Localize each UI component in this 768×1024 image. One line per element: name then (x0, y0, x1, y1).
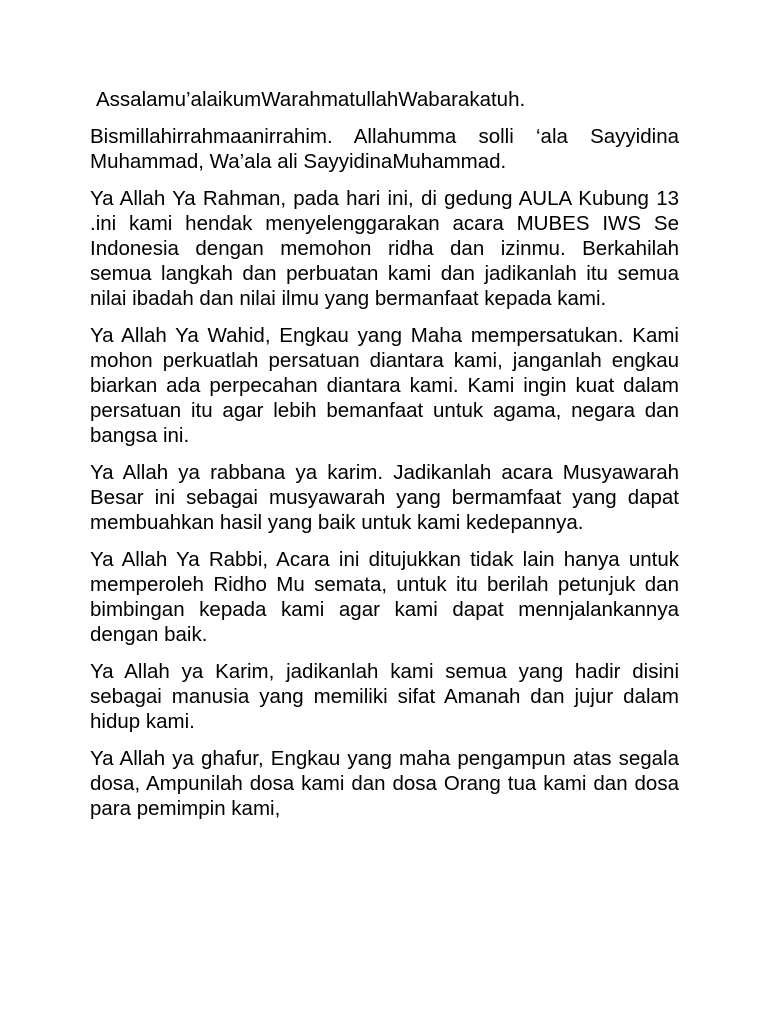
paragraph-ya-wahid: Ya Allah Ya Wahid, Engkau yang Maha mempersatukan. Kami mohon perkuatlah persatuan diantara kami, janganlah engkau biarkan ada perpecahan diantara kami. Kami ingin kuat dalam persatuan itu agar lebih bemanfaat untuk agama, negara dan bangsa ini. (90, 324, 679, 447)
document-body (90, 87, 679, 833)
greeting-line: Assalamu’alaikumWarahmatullahWabarakatuh. (96, 88, 526, 111)
paragraph-ya-rahman: Ya Allah Ya Rahman, pada hari ini, di gedung AULA Kubung 13 .ini kami hendak menyelenggarakan acara MUBES IWS Se Indonesia dengan memohon ridha dan izinmu. Berkahilah semua langkah dan perbuatan kami dan jadikanlah itu semua nilai ibadah dan nilai ilmu yang bermanfaat kepada kami. (90, 187, 679, 310)
paragraph-ya-karim: Ya Allah ya Karim, jadikanlah kami semua yang hadir disini sebagai manusia yang memiliki sifat Amanah dan jujur dalam hidup kami. (90, 660, 679, 733)
paragraph-opening: Bismillahirrahmaanirrahim. Allahumma solli ‘ala Sayyidina Muhammad, Wa’ala ali SayyidinaMuhammad. (90, 125, 679, 173)
paragraph-ya-rabbi: Ya Allah Ya Rabbi, Acara ini ditujukkan tidak lain hanya untuk memperoleh Ridho Mu semata, untuk itu berilah petunjuk dan bimbingan kepada kami agar kami dapat mennjalankannya dengan baik. (90, 548, 679, 646)
paragraph-ya-rabbana: Ya Allah ya rabbana ya karim. Jadikanlah acara Musyawarah Besar ini sebagai musyawarah yang bermamfaat yang dapat membuahkan hasil yang baik untuk kami kedepannya. (90, 461, 679, 534)
paragraph-ya-ghafur: Ya Allah ya ghafur, Engkau yang maha pengampun atas segala dosa, Ampunilah dosa kami dan dosa Orang tua kami dan dosa para pemimpin kami, (90, 747, 679, 820)
